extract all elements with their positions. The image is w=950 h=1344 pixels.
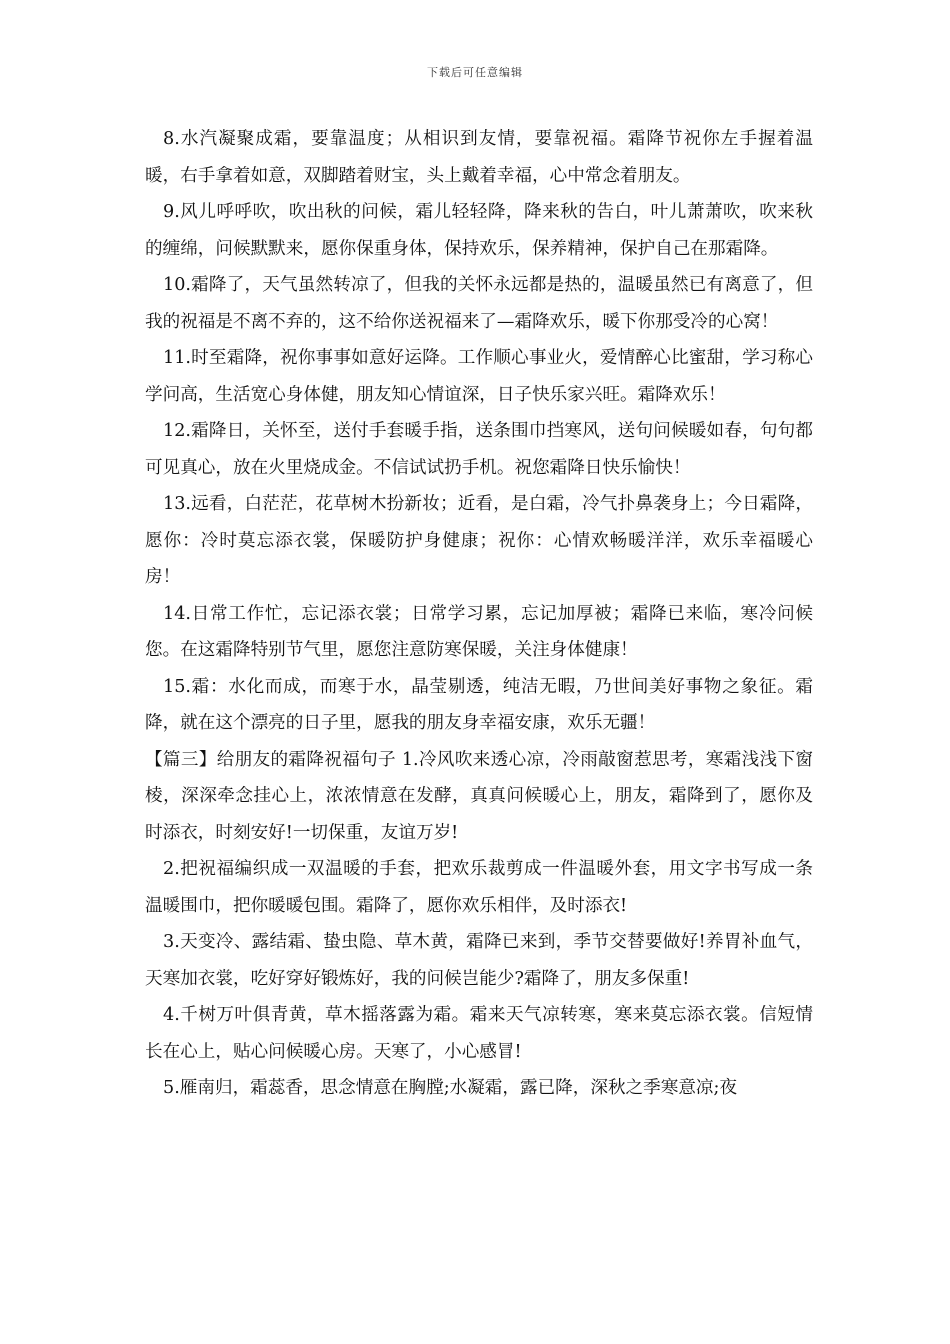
paragraph-12: 12.霜降日，关怀至，送付手套暖手指，送条围巾挡寒风，送句问候暖如春，句句都可见真心，放在火里烧成金。不信试试扔手机。祝您霜降日快乐愉快！ [145,421,813,478]
section-3-paragraph-1: 【篇三】给朋友的霜降祝福句子 1.冷风吹来透心凉，冷雨敲窗惹思考，寒霜浅浅下窗棱，深深牵念挂心上，浓浓情意在发酵，真真问候暖心上，朋友，霜降到了，愿你及时添衣，时刻安好!一切保重，友谊万岁! [145,749,813,843]
paragraph-11: 11.时至霜降，祝你事事如意好运降。工作顺心事业火，爱情醉心比蜜甜，学习称心学问高，生活宽心身体健，朋友知心情谊深，日子快乐家兴旺。霜降欢乐！ [145,348,813,405]
section-3-paragraph-5: 5.雁南归，霜蕊香，思念情意在胸膛;水凝霜，露已降，深秋之季寒意凉;夜 [163,1078,738,1098]
paragraph-10: 10.霜降了，天气虽然转凉了，但我的关怀永远都是热的，温暖虽然已有离意了，但我的祝福是不离不弃的，这不给你送祝福来了—霜降欢乐，暖下你那受冷的心窝！ [145,275,813,332]
paragraph-15: 15.霜：水化而成，而寒于水，晶莹剔透，纯洁无暇，乃世间美好事物之象征。霜降，就在这个漂亮的日子里，愿我的朋友身幸福安康，欢乐无疆！ [145,676,813,733]
section-3-paragraph-4: 4.千树万叶俱青黄，草木摇落露为霜。霜来天气凉转寒，寒来莫忘添衣裳。信短情长在心上，贴心问候暖心房。天寒了，小心感冒! [145,1005,813,1062]
paragraph-9: 9.风儿呼呼吹，吹出秋的问候，霜儿轻轻降，降来秋的告白，叶儿萧萧吹，吹来秋的缠绵，问候默默来，愿你保重身体，保持欢乐，保养精神，保护自己在那霜降。 [145,202,813,259]
document-body [145,121,813,1107]
page-header: 下载后可任意编辑 [427,66,523,79]
section-3-paragraph-3: 3.天变冷、露结霜、蛰虫隐、草木黄，霜降已来到，季节交替要做好!养胃补血气，天寒加衣裳，吃好穿好锻炼好，我的问候岂能少?霜降了，朋友多保重! [145,932,813,989]
paragraph-8: 8.水汽凝聚成霜，要靠温度；从相识到友情，要靠祝福。霜降节祝你左手握着温暖，右手拿着如意，双脚踏着财宝，头上戴着幸福，心中常念着朋友。 [145,129,813,186]
section-3-paragraph-2: 2.把祝福编织成一双温暖的手套，把欢乐裁剪成一件温暖外套，用文字书写成一条温暖围巾，把你暖暖包围。霜降了，愿你欢乐相伴，及时添衣! [145,859,813,916]
paragraph-14: 14.日常工作忙，忘记添衣裳；日常学习累，忘记加厚被；霜降已来临，寒冷问候您。在这霜降特别节气里，愿您注意防寒保暖，关注身体健康！ [145,603,813,660]
paragraph-13: 13.远看，白茫茫，花草树木扮新妆；近看，是白霜，冷气扑鼻袭身上；今日霜降，愿你：冷时莫忘添衣裳，保暖防护身健康；祝你：心情欢畅暖洋洋，欢乐幸福暖心房！ [145,494,813,587]
